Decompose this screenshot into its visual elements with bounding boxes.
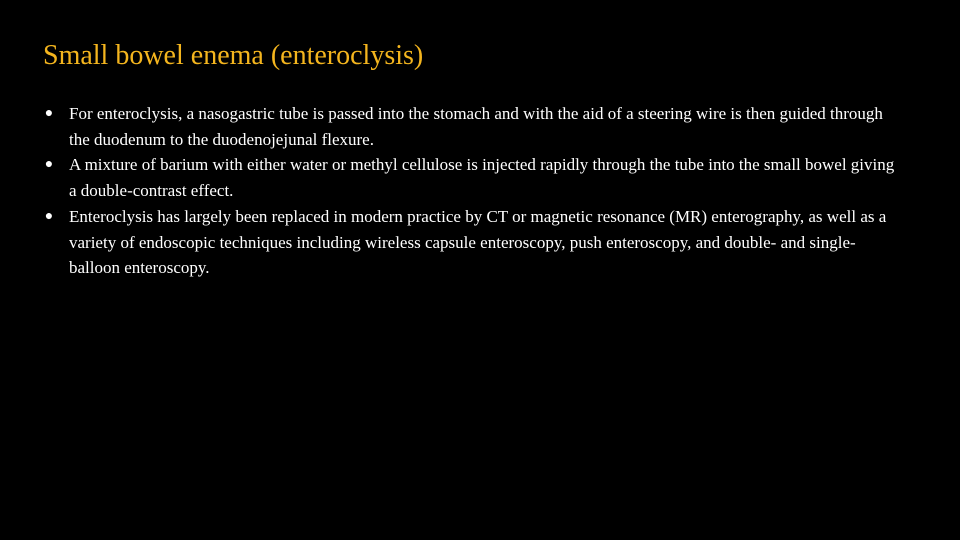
bullet-list bbox=[42, 101, 902, 281]
bullet-point-icon: ● bbox=[44, 208, 54, 224]
bullet-point-icon: ● bbox=[44, 106, 54, 121]
bullet-item-replacement-techniques bbox=[42, 204, 902, 281]
bullet-item-barium-mixture bbox=[42, 152, 902, 203]
bullet-text: For enteroclysis, a nasogastric tube is passed into the stomach and with the aid of a steering wire is then guided through the duodenum to the duodenojejunal flexure. bbox=[69, 104, 883, 149]
slide-title: Small bowel enema (enteroclysis) bbox=[43, 40, 424, 71]
bullet-item-enteroclysis-procedure bbox=[42, 101, 902, 152]
bullet-point-icon: ● bbox=[44, 157, 54, 173]
bullet-text: A mixture of barium with either water or methyl cellulose is injected rapidly through the tube into the small bowel giving a double-contrast effect. bbox=[69, 155, 895, 201]
bullet-text: Enteroclysis has largely been replaced in modern practice by CT or magnetic resonance (MR) enterography, as well as a variety of endoscopic techniques including wireless capsule enteroscopy, push enteroscopy, and double- and single-balloon enteroscopy. bbox=[69, 206, 887, 278]
